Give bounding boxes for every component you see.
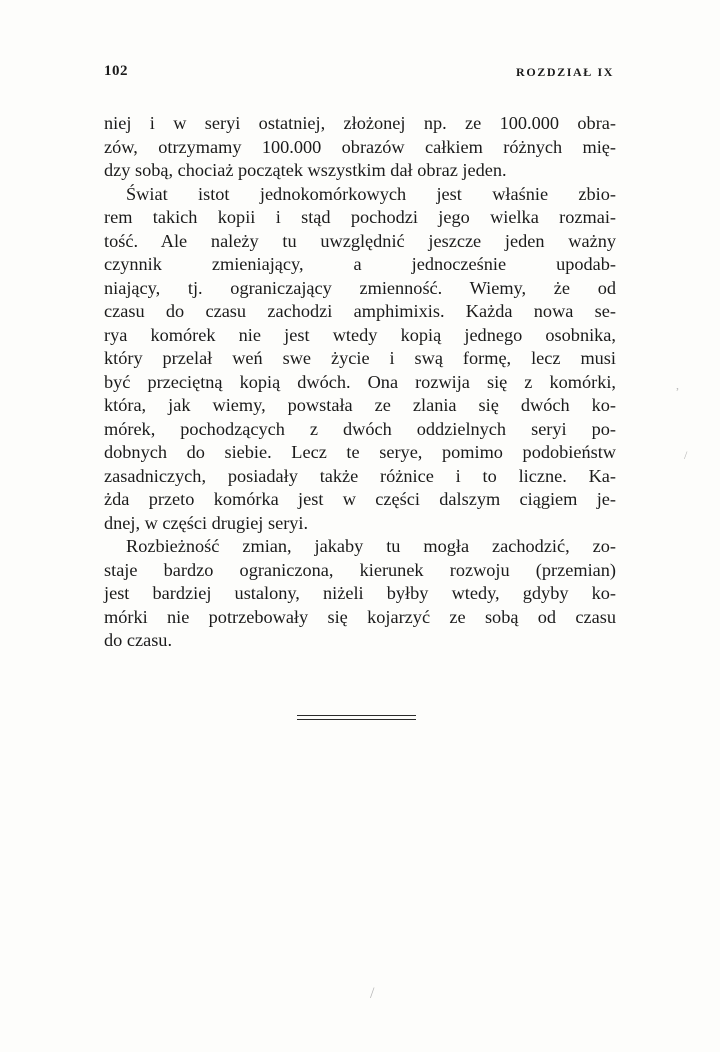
paragraph-start-line: Świat istot jednokomórkowych jest właśnie zbio- <box>126 183 616 204</box>
text-line: czasu do czasu zachodzi amphimixis. Każda nowa se- <box>104 301 616 321</box>
text-line: niej i w seryi ostatniej, złożonej np. ze 100.000 obra- <box>104 113 616 133</box>
text-line: dzy sobą, chociaż początek wszystkim dał obraz jeden. <box>104 160 507 180</box>
divider-rule-bottom <box>297 719 416 720</box>
section-divider <box>297 715 416 723</box>
text-line: która, jak wiemy, powstała ze zlania się dwóch ko- <box>104 395 616 415</box>
text-line: być przeciętną kopią dwóch. Ona rozwija się z komórki, <box>104 371 616 392</box>
page-speck: / <box>370 985 375 1002</box>
page-speck: / <box>684 448 688 462</box>
text-line: rem takich kopii i stąd pochodzi jego wielka rozmai- <box>104 207 616 227</box>
paragraph-start-line: Rozbieżność zmian, jakaby tu mogła zachodzić, zo- <box>126 536 616 556</box>
text-line: mórki nie potrzebowały się kojarzyć ze sobą od czasu <box>104 606 616 627</box>
text-line: dnej, w części drugiej seryi. <box>104 512 309 533</box>
page-number: 102 <box>104 63 128 79</box>
text-line: żda przeto komórka jest w części dalszym ciągiem je- <box>104 489 616 509</box>
text-line: jest bardziej ustalony, niżeli byłby wtedy, gdyby ko- <box>104 583 616 603</box>
text-line: dobnych do siebie. Lecz te serye, pomimo podobieństw <box>104 442 616 462</box>
page-speck: , <box>676 378 679 392</box>
text-line: niający, tj. ograniczający zmienność. Wiemy, że od <box>104 277 616 298</box>
text-line: do czasu. <box>104 630 173 650</box>
text-line: rya komórek nie jest wtedy kopią jednego osobnika, <box>104 324 616 345</box>
divider-rule-top <box>297 715 416 716</box>
body-text <box>104 112 616 653</box>
running-head: ROZDZIAŁ IX <box>516 65 614 79</box>
text-line: który przelał weń swe życie i swą formę, lecz musi <box>104 348 616 368</box>
text-line: tość. Ale należy tu uwzględnić jeszcze jeden ważny <box>104 230 616 251</box>
text-line: staje bardzo ograniczona, kierunek rozwoju (przemian) <box>104 559 616 580</box>
text-line: zasadniczych, posiadały także różnice i to liczne. Ka- <box>104 465 616 486</box>
text-line: czynnik zmieniający, a jednocześnie upodab- <box>104 254 616 274</box>
text-line: mórek, pochodzących z dwóch oddzielnych seryi po- <box>104 418 616 439</box>
text-line: zów, otrzymamy 100.000 obrazów całkiem różnych mię- <box>104 136 616 157</box>
